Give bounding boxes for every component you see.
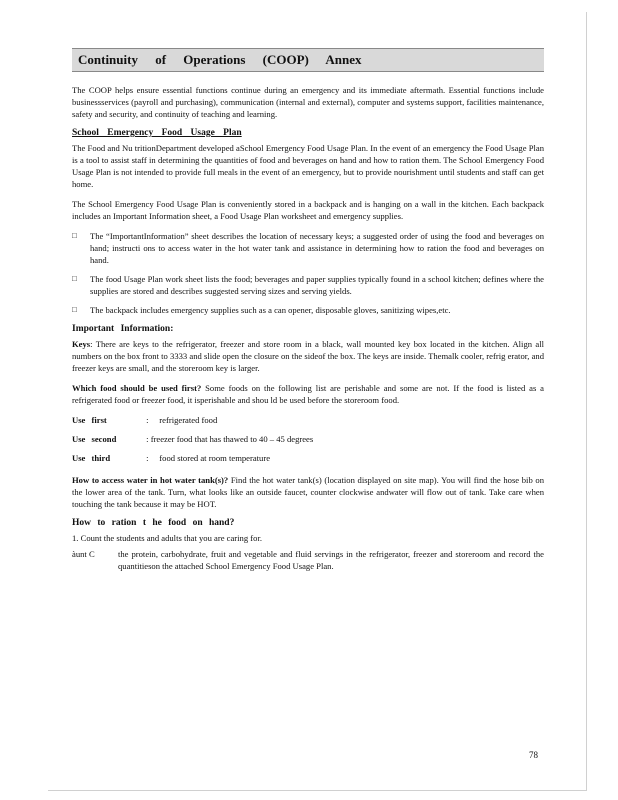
list-item-text: The backpack includes emergency supplies such as a can opener, disposable gloves, sanitizing wipes,etc. bbox=[90, 305, 451, 315]
use-third-label: Use third bbox=[72, 453, 111, 463]
food-usage-plan-paragraph-2: The School Emergency Food Usage Plan is conveniently stored in a backpack and is hanging on a wall in the kitchen. Each backpack includes an Important Information sheet, a Food Usage Plan worksheet and emergency supplies. bbox=[72, 199, 544, 221]
use-second-row bbox=[72, 433, 544, 445]
use-first-label: Use first bbox=[72, 415, 107, 425]
use-first-text: refrigerated food bbox=[159, 415, 218, 425]
which-food-text: Some foods on the following list are perishable and some are not. If the food is listed as a refrigerated food or freezer food, it isperishable and shou ld be used before the storeroom food. bbox=[72, 383, 544, 405]
list-item bbox=[72, 273, 544, 297]
page-number: 78 bbox=[529, 750, 538, 760]
use-third-text: food stored at room temperature bbox=[159, 453, 271, 463]
keys-label: Keys bbox=[72, 339, 91, 349]
water-label: How to access water in hot water tank(s)? bbox=[72, 475, 229, 485]
list-item-text: The food Usage Plan work sheet lists the food; beverages and paper supplies typically found in a school kitchen; defines where the supplies are stored and describes suggested serving sizes and serving yields. bbox=[90, 274, 544, 296]
checkbox-bullet-icon: □ bbox=[72, 305, 77, 314]
use-second-text: freezer food that has thawed to 40 – 45 degrees bbox=[150, 434, 314, 444]
ration-heading: How to ration t he food on hand? bbox=[72, 518, 235, 528]
ration-step-2-prefix: àunt C bbox=[72, 549, 95, 559]
ration-step-2-text: the protein, carbohydrate, fruit and vegetable and fluid servings in the refrigerator, freezer and storeroom and record the quantitieson the attached School Emergency Food Usage Plan. bbox=[118, 549, 544, 571]
use-third-sep: : bbox=[146, 453, 149, 463]
use-second-sep: : bbox=[146, 434, 149, 444]
water-paragraph bbox=[72, 474, 544, 510]
checkbox-bullet-icon: □ bbox=[72, 231, 77, 240]
water-text: Find the hot water tank(s) (location displayed on site map). You will find the hose bib on the lower area of the tank. Turn, what looks like an outside faucet, counter clockwise andwater will flow out of tank. Take care when touching the tank because it may be HOT. bbox=[72, 475, 544, 509]
important-information-heading: Important Information: bbox=[72, 324, 174, 334]
list-item bbox=[72, 230, 544, 266]
ration-step-1: 1. Count the students and adults that you are caring for. bbox=[72, 533, 262, 543]
ration-step-2 bbox=[72, 548, 544, 572]
keys-text: : There are keys to the refrigerator, freezer and store room in a black, wall mounted key box located in the kitchen. Align all numbers on the box front to 3333 and slide open the closure on the sideof the box. The keys are inside. Themalk cooler, refrig erator, and freezer keys are small, and the storeroom key is larger. bbox=[72, 339, 544, 373]
document-body bbox=[72, 48, 544, 576]
list-item-text: The “ImportantInformation” sheet describes the location of necessary keys; a suggested order of using the food and beverages on hand; instructi ons to access water in the hot water tank and assistance in determining how to ration the food and beverages on hand. bbox=[90, 231, 544, 265]
intro-paragraph: The COOP helps ensure essential functions continue during an emergency and its immediate aftermath. Essential functions include businessservices (payroll and purchasing), communication (internal and external), computer and systems support, facilities maintenance, safety and security, and continuity of teaching and learning. bbox=[72, 85, 544, 119]
food-usage-plan-heading: School Emergency Food Usage Plan bbox=[72, 128, 242, 138]
which-food-label: Which food should be used first? bbox=[72, 383, 202, 393]
list-item bbox=[72, 304, 544, 316]
use-first-sep: : bbox=[146, 415, 149, 425]
keys-paragraph bbox=[72, 338, 544, 374]
page-title: Continuity of Operations (COOP) Annex bbox=[72, 48, 544, 72]
food-usage-plan-paragraph-1: The Food and Nu tritionDepartment developed aSchool Emergency Food Usage Plan. In the event of an emergency the Food Usage Plan is a tool to assist staff in determining the quantities of food and beverages on hand and how to ration them. The School Emergency Food Usage Plan is not intended to provide full meals in the event of an emergency, but to provide nourishment until students and staff can get home. bbox=[72, 143, 544, 189]
checkbox-bullet-icon: □ bbox=[72, 274, 77, 283]
which-food-paragraph bbox=[72, 382, 544, 406]
use-third-row bbox=[72, 452, 544, 464]
use-second-label: Use second bbox=[72, 434, 117, 444]
use-first-row bbox=[72, 414, 544, 426]
